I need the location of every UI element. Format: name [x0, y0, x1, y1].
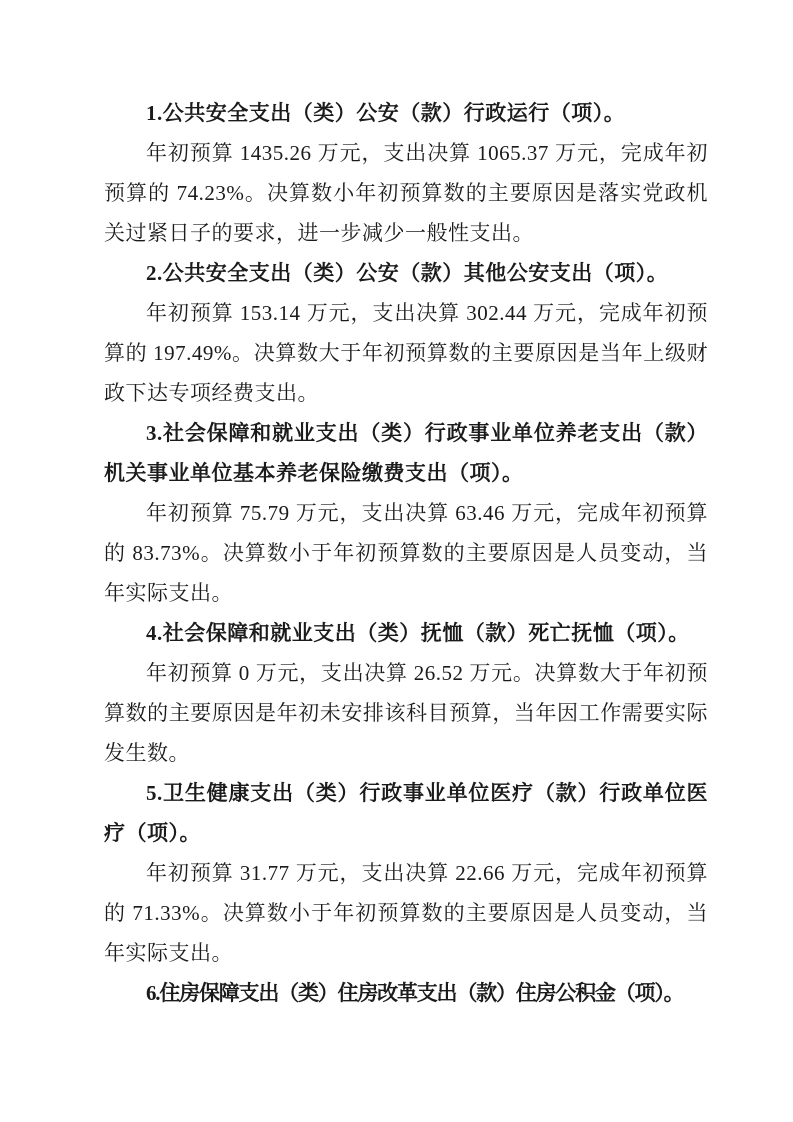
section-3	[104, 413, 708, 613]
section-6	[104, 973, 708, 1013]
section-1-heading: 1.公共安全支出（类）公安（款）行政运行（项）。	[146, 101, 626, 125]
section-1	[104, 93, 708, 253]
section-4-heading: 4.社会保障和就业支出（类）抚恤（款）死亡抚恤（项）。	[146, 621, 690, 645]
section-4-paragraph: 年初预算 0 万元，支出决算 26.52 万元。决算数大于年初预算数的主要原因是年初未安排该科目预算，当年因工作需要实际发生数。	[104, 661, 708, 765]
section-1-paragraph: 年初预算 1435.26 万元，支出决算 1065.37 万元，完成年初预算的 74.23%。决算数小年初预算数的主要原因是落实党政机关过紧日子的要求，进一步减少一般性支出。	[104, 141, 708, 245]
document-body	[104, 93, 708, 1013]
section-2-paragraph: 年初预算 153.14 万元，支出决算 302.44 万元，完成年初预算的 197.49%。决算数大于年初预算数的主要原因是当年上级财政下达专项经费支出。	[104, 301, 708, 405]
section-2	[104, 253, 708, 413]
section-3-paragraph: 年初预算 75.79 万元，支出决算 63.46 万元，完成年初预算的 83.73%。决算数小于年初预算数的主要原因是人员变动，当年实际支出。	[104, 501, 708, 605]
section-6-heading: 6.住房保障支出（类）住房改革支出（款）住房公积金（项）。	[146, 981, 684, 1005]
section-4	[104, 613, 708, 773]
section-5-paragraph: 年初预算 31.77 万元，支出决算 22.66 万元，完成年初预算的 71.33%。决算数小于年初预算数的主要原因是人员变动，当年实际支出。	[104, 861, 708, 965]
section-2-heading: 2.公共安全支出（类）公安（款）其他公安支出（项）。	[146, 261, 669, 285]
section-3-heading: 3.社会保障和就业支出（类）行政事业单位养老支出（款）机关事业单位基本养老保险缴费支出（项）。	[104, 421, 708, 485]
section-5	[104, 773, 708, 973]
section-5-heading: 5.卫生健康支出（类）行政事业单位医疗（款）行政单位医疗（项）。	[104, 781, 708, 845]
